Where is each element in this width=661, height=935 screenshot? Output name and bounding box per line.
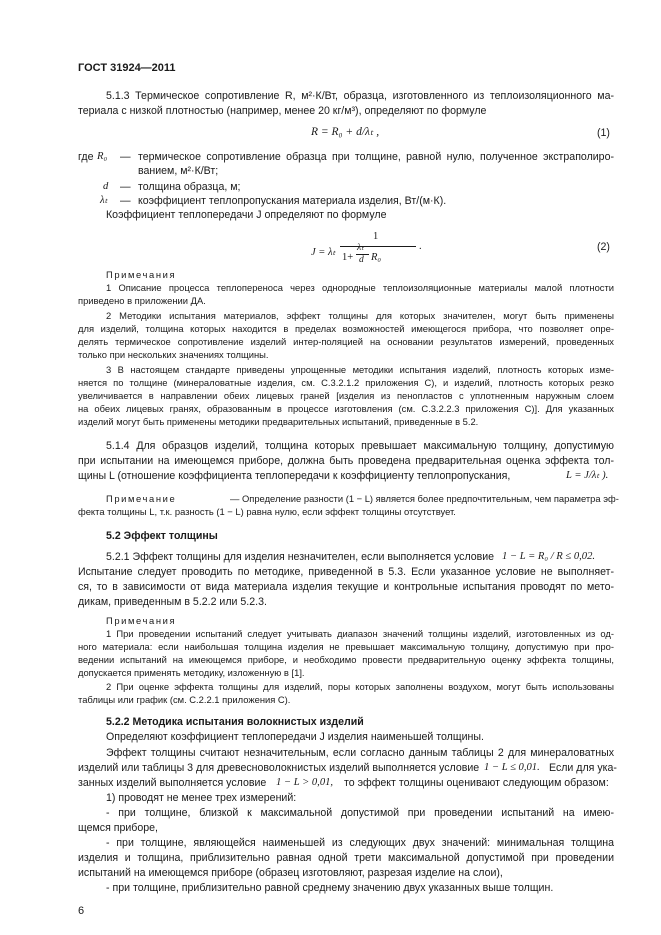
where-dash: — xyxy=(120,195,131,207)
list-item: щемся приборе, xyxy=(78,822,158,834)
list-item: испытаний на имеющемся приборе (образец изготовляют, разрезая изделие на слои), xyxy=(78,867,503,879)
transfer-intro: Коэффициент теплопередачи J определяют по формуле xyxy=(106,209,387,221)
equation-number-1: (1) xyxy=(597,127,610,139)
formula-thickness-effect: L = J/λₜ ). xyxy=(566,470,609,481)
note-line: изделий могут быть применены методики предварительных испытаний, приведенные в 5.2. xyxy=(78,416,479,427)
page-number: 6 xyxy=(78,905,85,917)
where-dash: — xyxy=(120,151,131,163)
where-label: где xyxy=(78,151,94,163)
list-item: изделия и толщина, приблизительно равная одной трети максимальной допустимой при проведении xyxy=(78,852,614,864)
note-line: таблицы или график (см. С.2.2.1 приложения С). xyxy=(78,694,291,705)
notes-heading: Примечания xyxy=(106,615,177,626)
sec-521-line2: Испытание следует проводить по методике, приведенной в 5.3. Если указанное условие не выполняет- xyxy=(78,566,614,578)
note-line: ведении испытаний на имеющемся приборе, и необходимо провести предварительную оценку эффекта толщины, xyxy=(78,654,614,665)
document-header: ГОСТ 31924—2011 xyxy=(78,62,176,74)
note-line: 3 В настоящем стандарте приведены упрощенные методики испытания изделий, плотность которых изме- xyxy=(106,364,614,375)
sec-513-line2: териала с низкой плотностью (например, менее 20 кг/м³), определяют по формуле xyxy=(78,105,487,117)
note-line: 1 При проведении испытаний следует учитывать диапазон значений толщины изделий, изготовленных из од- xyxy=(106,628,614,639)
where-text: коэффициент теплопропускания материала изделия, Вт/(м·К). xyxy=(138,195,447,207)
note-line: для изделий, толщина которых находится в пределах возможностей имеющегося прибора, что позволяет опре- xyxy=(78,323,614,334)
body-line: Определяют коэффициент теплопередачи J изделия наименьшей толщины. xyxy=(106,731,484,743)
formula-1: R = R₀ + d/λₜ , xyxy=(311,126,380,138)
note-line: только при нескольких значениях толщины. xyxy=(78,349,269,360)
note-label: Примечание xyxy=(106,493,177,504)
list-item: - при толщине, приблизительно равной среднему значению двух указанных выше толщин. xyxy=(106,882,554,894)
note-line: увеличивается в направлении обеих лицевых граней [изделия из пенопластов с уплотненным наружным слоем xyxy=(78,390,614,401)
body-line: Эффект толщины считают незначительным, если согласно данным таблицы 2 для минераловатных xyxy=(106,747,614,759)
formula-2-end: . xyxy=(419,241,422,252)
sec-513-line1: 5.1.3 Термическое сопротивление R, м²·К/Вт, образца, изготовленного из теплоизоляционного ма- xyxy=(106,90,614,102)
body-line: Если для ука- xyxy=(549,762,617,774)
note-line: приведено в приложении ДА. xyxy=(78,295,206,306)
body-line: занных изделий выполняется условие xyxy=(78,777,267,789)
note-line: ного материала: если наибольшая толщина изделия не превышает максимальную толщину, допустимую при про- xyxy=(78,641,614,652)
where-dash: — xyxy=(120,181,131,193)
notes-heading: Примечания xyxy=(106,269,177,280)
note-text: — Определение разности (1 − L) является более предпочтительным, чем параметра эф- xyxy=(230,493,619,504)
note-line: 2 При оценке эффекта толщины для изделий, поры которых заполнены воздухом, могут быть использованы xyxy=(106,681,614,692)
note-line: делять термическое сопротивление изделий интер-поляцией на основании результатов измерений, проведенных xyxy=(78,336,614,347)
section-heading: 5.2 Эффект толщины xyxy=(106,530,218,542)
section-heading: 5.2.2 Методика испытания волокнистых изделий xyxy=(106,716,364,728)
formula-2-lhs: J = λₜ xyxy=(311,247,336,258)
formula-2-inner-denominator: d xyxy=(359,255,364,265)
where-symbol: d xyxy=(103,181,109,192)
where-symbol: R₀ xyxy=(97,151,108,162)
body-line: то эффект толщины оценивают следующим образом: xyxy=(344,777,609,789)
note-text: фекта толщины L, т.к. разность (1 − L) равна нулю, если эффект толщины отсутствует. xyxy=(78,506,456,517)
sec-521-line3: ся, то в зависимости от вида материала изделия текущие и контрольные испытания проводят по мето- xyxy=(78,581,614,593)
body-line: 1) проводят не менее трех измерений: xyxy=(106,792,297,804)
condition-formula: 1 − L ≤ 0,01. xyxy=(484,762,540,773)
formula-2-main-bar xyxy=(340,246,416,247)
sec-514-line1: 5.1.4 Для образцов изделий, толщина которых превышает максимальную толщину, допустимую xyxy=(106,440,614,452)
list-item: - при толщине, близкой к максимальной допустимой при проведении испытаний на имею- xyxy=(106,807,614,819)
formula-2-inner-numerator: λₜ xyxy=(357,243,364,253)
sec-514-line2: при испытании на имеющемся приборе, должна быть проведена предварительная оценка эффекта тол- xyxy=(78,455,614,467)
condition-formula: 1 − L = R₀ / R ≤ 0,02. xyxy=(502,551,596,562)
note-line: допускается применять методику, изложенную в [1]. xyxy=(78,667,305,678)
where-text: термическое сопротивление образца при толщине, равной нулю, полученное экстраполиро- xyxy=(138,151,614,163)
where-symbol: λₜ xyxy=(100,195,108,206)
note-line: на обеих лицевых гранях, образованным в процессе изготовления (см. С.3.2.2.3 приложения С)]. Для указанных xyxy=(78,403,614,414)
note-line: няется по толщине (минераловатные изделия, см. С.3.2.1.2 приложения С), и изделий, плотность которых резко xyxy=(78,377,614,388)
where-text: толщина образца, м; xyxy=(138,181,241,193)
where-text: ванием, м²·К/Вт; xyxy=(138,165,219,177)
body-line: изделий или таблицы 3 для древесноволокнистых изделий выполняется условие xyxy=(78,762,480,774)
list-item: - при толщине, являющейся наименьшей из следующих двух значений: минимальная толщина xyxy=(106,837,614,849)
formula-2-denominator-one: 1+ xyxy=(342,252,354,263)
note-line: 2 Методики испытания материалов, эффект толщины для которых значителен, могут быть применены xyxy=(106,310,614,321)
sec-521-line1: 5.2.1 Эффект толщины для изделия незначителен, если выполняется условие xyxy=(106,551,495,563)
sec-521-line4: дикам, приведенным в 5.2.2 или 5.2.3. xyxy=(78,596,267,608)
formula-2-tail: R₀ xyxy=(371,252,382,263)
equation-number-2: (2) xyxy=(597,241,610,253)
formula-2-numerator: 1 xyxy=(373,231,379,242)
sec-514-line3: щины L (отношение коэффициента теплопередачи к коэффициенту теплопропускания, xyxy=(78,470,511,482)
note-line: 1 Описание процесса теплопереноса через однородные теплоизоляционные материалы малой плотности xyxy=(106,282,614,293)
condition-formula: 1 − L > 0,01, xyxy=(276,777,334,788)
